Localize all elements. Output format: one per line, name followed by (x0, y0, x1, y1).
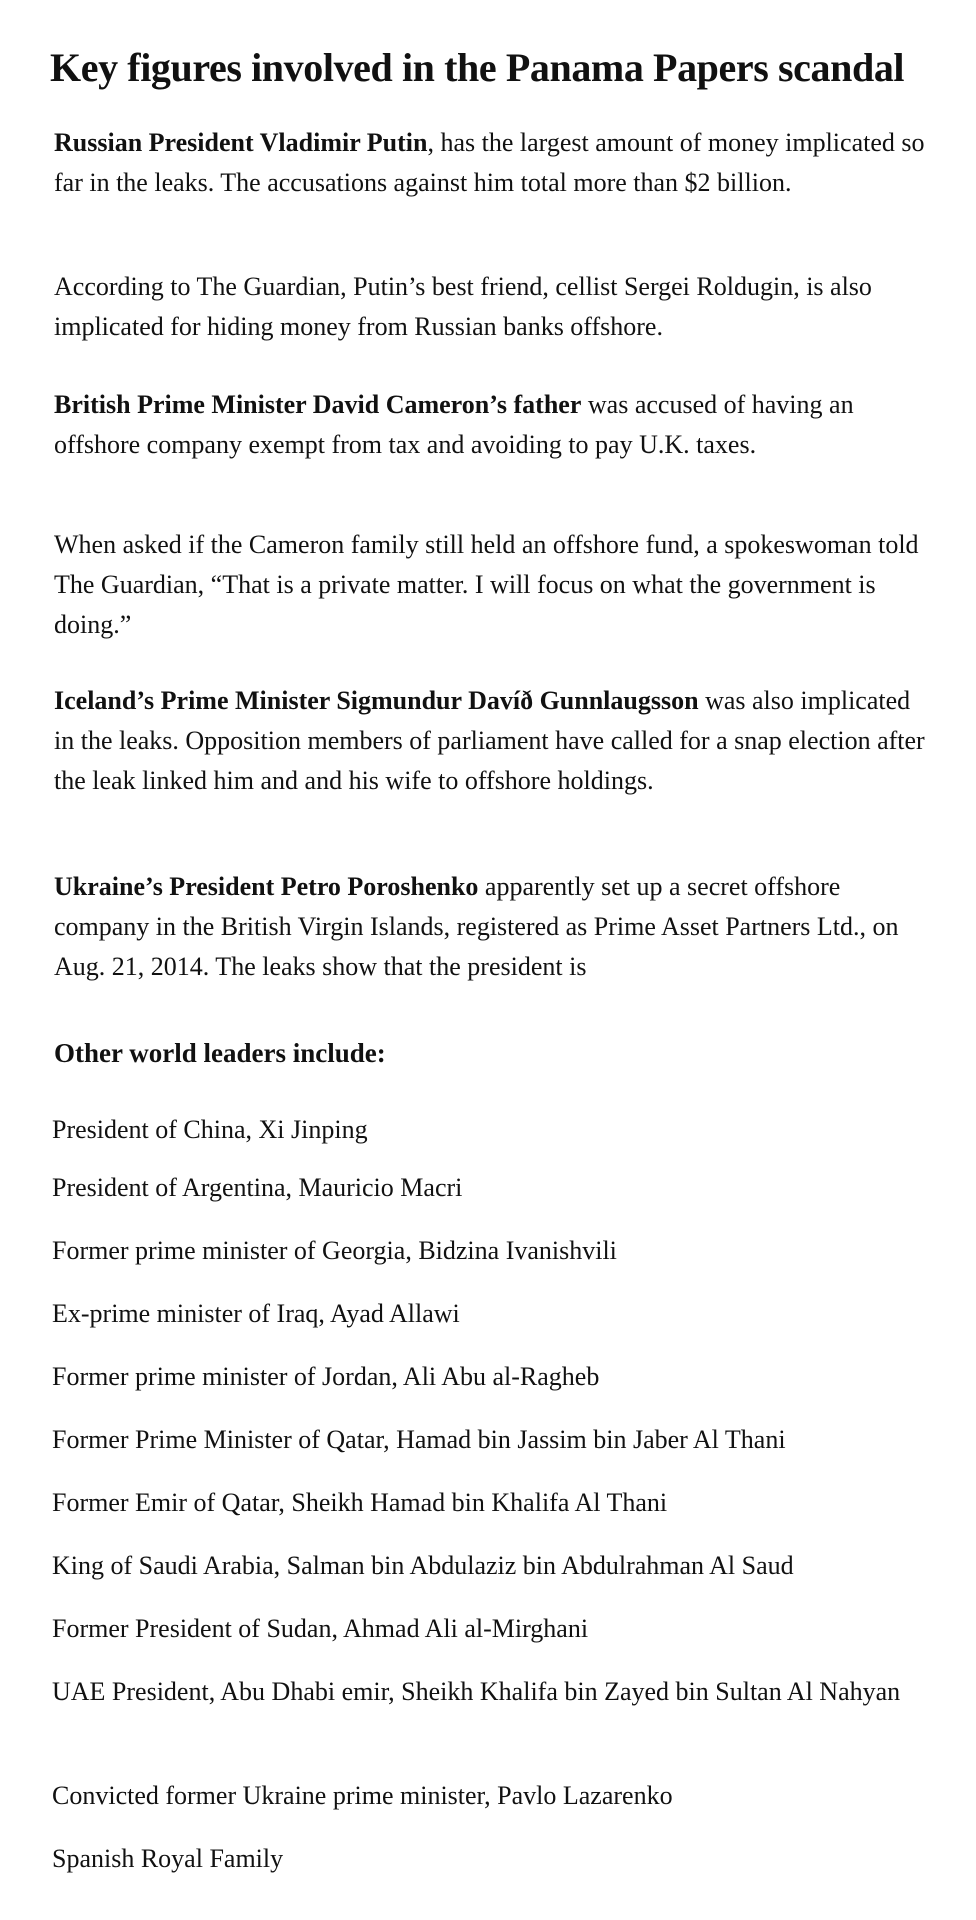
paragraph-poroshenko (54, 867, 934, 987)
list-item: President of Argentina, Mauricio Macri (52, 1173, 463, 1202)
list-item: Convicted former Ukraine prime minister, Pavlo Lazarenko (52, 1781, 673, 1810)
list-item: Former prime minister of Jordan, Ali Abu al-Ragheb (52, 1362, 600, 1391)
list-item: Former President of Sudan, Ahmad Ali al-Mirghani (52, 1614, 589, 1643)
paragraph-cameron (54, 385, 934, 465)
list-item: King of Saudi Arabia, Salman bin Abdulaziz bin Abdulrahman Al Saud (52, 1551, 794, 1580)
paragraph-text: When asked if the Cameron family still held an offshore fund, a spokeswoman told The Guardian, “That is a private matter. I will focus on what the government is doing.” (54, 530, 919, 639)
list-item: UAE President, Abu Dhabi emir, Sheikh Khalifa bin Zayed bin Sultan Al Nahyan (52, 1677, 901, 1706)
list-item: Former prime minister of Georgia, Bidzina Ivanishvili (52, 1236, 617, 1265)
paragraph-text: was accused of having an offshore company exempt from tax and avoiding to pay U.K. taxes. (54, 390, 854, 459)
paragraph-bold-lead: British Prime Minister David Cameron’s father (54, 390, 582, 419)
list-item: Former Emir of Qatar, Sheikh Hamad bin Khalifa Al Thani (52, 1488, 668, 1517)
list-item: President of China, Xi Jinping (52, 1115, 368, 1144)
list-item: Former Prime Minister of Qatar, Hamad bin Jassim bin Jaber Al Thani (52, 1425, 786, 1454)
paragraph-putin (54, 123, 934, 203)
paragraph-roldugin (54, 267, 934, 347)
paragraph-bold-lead: Iceland’s Prime Minister Sigmundur Davíð Gunnlaugsson (54, 686, 699, 715)
paragraph-bold-lead: Ukraine’s President Petro Poroshenko (54, 872, 479, 901)
paragraph-cameron-quote (54, 525, 934, 645)
page-title: Key figures involved in the Panama Papers scandal (50, 45, 905, 90)
paragraph-gunnlaugsson (54, 681, 934, 801)
list-heading: Other world leaders include: (54, 1038, 386, 1068)
list-item: Spanish Royal Family (52, 1844, 284, 1873)
paragraph-text: According to The Guardian, Putin’s best friend, cellist Sergei Roldugin, is also implicated for hiding money from Russian banks offshore. (54, 272, 872, 341)
paragraph-text: apparently set up a secret offshore company in the British Virgin Islands, registered as Prime Asset Partners Ltd., on Aug. 21, 2014. The leaks show that the president is (54, 872, 899, 981)
paragraph-bold-lead: Russian President Vladimir Putin (54, 128, 428, 157)
paragraph-text: was also implicated in the leaks. Opposition members of parliament have called for a snap election after the leak linked him and and his wife to offshore holdings. (54, 686, 925, 795)
paragraph-text: , has the largest amount of money implicated so far in the leaks. The accusations against him total more than $2 billion. (54, 128, 925, 197)
list-item: Ex-prime minister of Iraq, Ayad Allawi (52, 1299, 460, 1328)
